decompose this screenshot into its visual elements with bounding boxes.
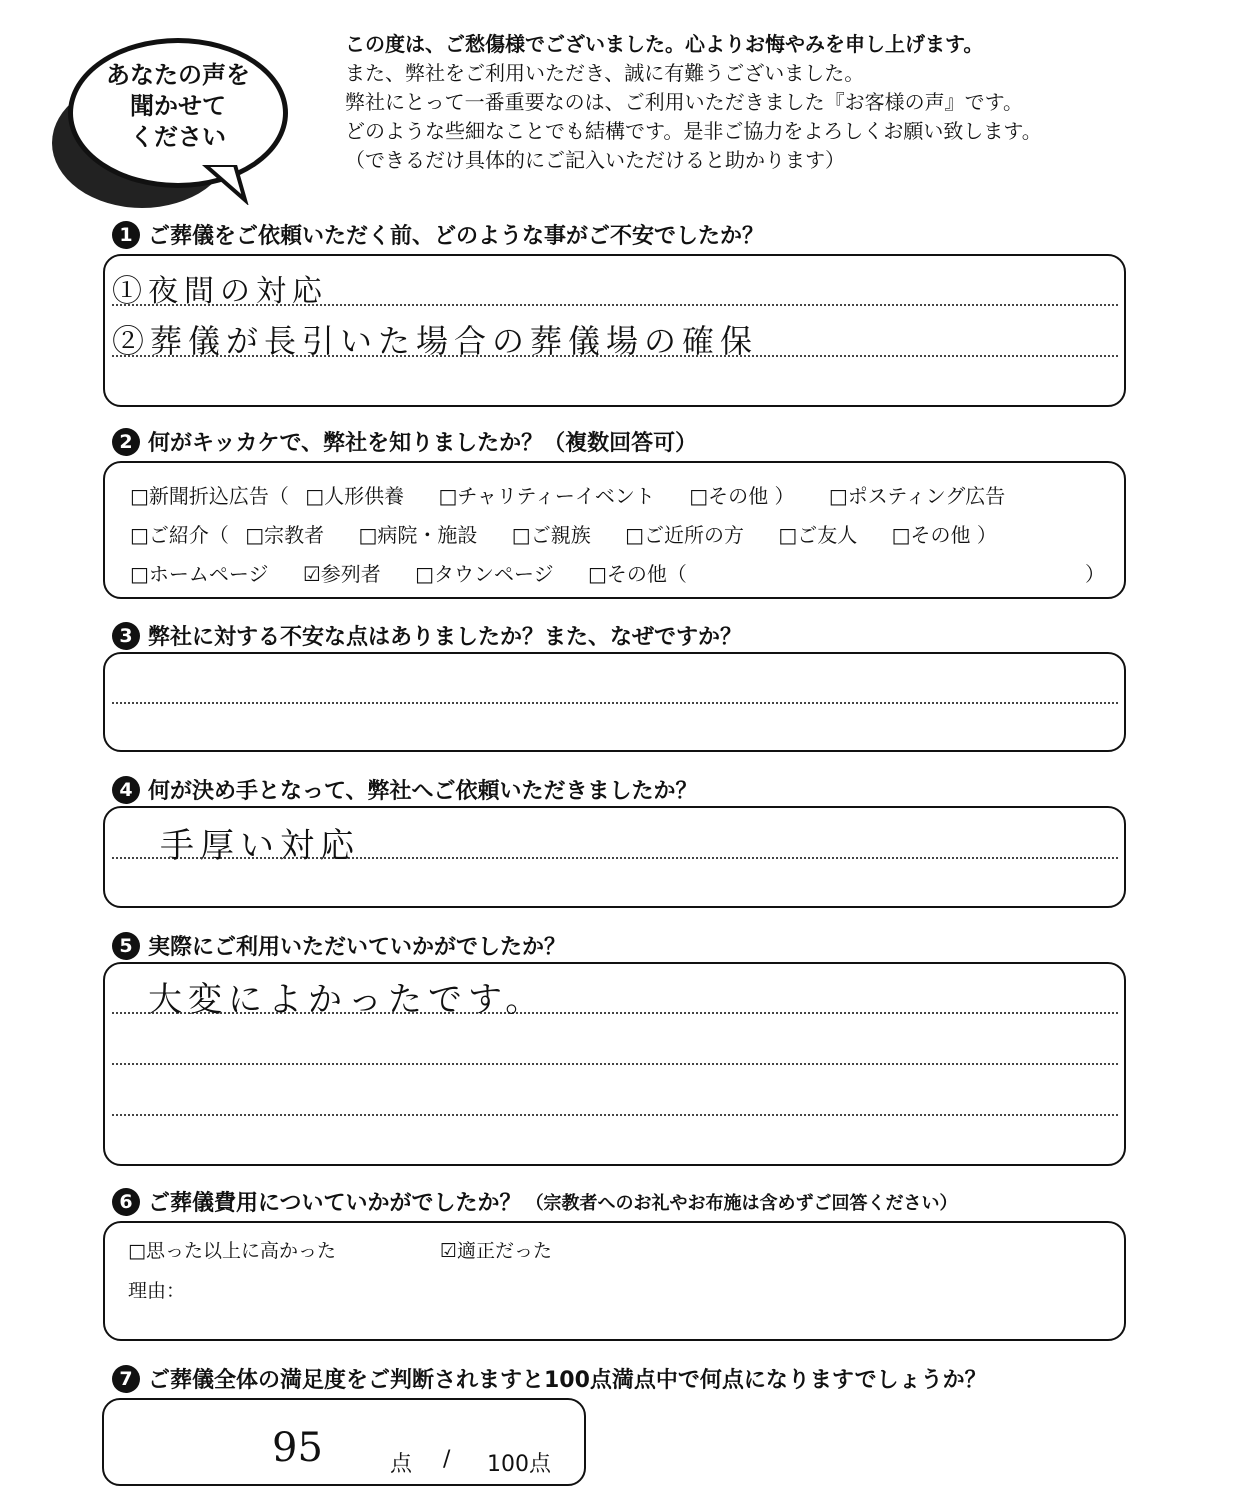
q3-heading	[112, 620, 742, 651]
intro-line-4: どのような些細なことでも結構です。是非ご協力をよろしくお願い致します。	[345, 119, 1042, 143]
q1-heading	[112, 219, 764, 250]
q5-line-2	[112, 1063, 1118, 1065]
bubble-line-3: ください	[130, 123, 226, 151]
q7-score-unit: 点	[390, 1452, 413, 1477]
q1-answer-1: ①夜間の対応	[112, 274, 328, 309]
q2-row-3	[130, 558, 1105, 587]
q5-heading	[112, 930, 566, 961]
q2-option-hospital[interactable]: □病院・施設	[358, 523, 478, 547]
intro-line-3: 弊社にとって一番重要なのは、ご利用いただきました『お客様の声』です。	[345, 90, 1023, 114]
q2-option-charity-event[interactable]: □チャリティーイベント	[438, 484, 655, 508]
q2-title: 何がキッカケで、弊社を知りましたか？（複数回答可）	[148, 431, 698, 456]
q2-option-attendee[interactable]: ☑参列者	[302, 562, 381, 586]
q2-option-referral[interactable]: □ご紹介（	[130, 523, 229, 547]
q2-option-neighbors[interactable]: □ご近所の方	[625, 523, 744, 547]
q2-option-friends[interactable]: □ご友人	[778, 523, 858, 547]
q3-line-1	[112, 702, 1118, 704]
q2-option-other-2[interactable]: □その他 ）	[891, 523, 997, 547]
q2-option-relatives[interactable]: □ご親族	[511, 523, 591, 547]
q7-heading	[112, 1363, 987, 1394]
q2-option-doll-memorial[interactable]: □人形供養	[305, 484, 405, 508]
q4-number: 4	[112, 776, 140, 804]
q5-number: 5	[112, 932, 140, 960]
intro-line-5: （できるだけ具体的にご記入いただけると助かります）	[345, 148, 845, 172]
q3-title: 弊社に対する不安な点はありましたか？また、なぜですか？	[148, 625, 743, 650]
q2-row-1	[130, 480, 1005, 509]
q6-heading	[112, 1186, 958, 1217]
intro-line-2: また、弊社をご利用いただき、誠に有難うございました。	[345, 61, 865, 85]
q6-option-too-expensive[interactable]: □思った以上に高かった	[128, 1240, 336, 1262]
q2-option-townpage[interactable]: □タウンページ	[415, 562, 554, 586]
q7-slash: /	[443, 1447, 451, 1472]
intro-text	[345, 30, 1042, 175]
q5-title: 実際にご利用いただいていかがでしたか？	[148, 935, 567, 960]
q6-reason-label: 理由：	[128, 1280, 186, 1302]
q3-number: 3	[112, 622, 140, 650]
q2-close-paren: ）	[1085, 562, 1105, 586]
q6-option-reasonable[interactable]: ☑適正だった	[440, 1240, 553, 1262]
q2-number: 2	[112, 428, 140, 456]
bubble-line-2: 聞かせて	[130, 92, 226, 120]
bubble-text	[68, 60, 288, 153]
q2-option-homepage[interactable]: □ホームページ	[130, 562, 269, 586]
q5-answer: 大変によかったです。	[148, 980, 546, 1020]
q4-heading	[112, 774, 698, 805]
bubble-tail-icon	[200, 165, 260, 205]
q2-option-religious[interactable]: □宗教者	[245, 523, 325, 547]
q7-number: 7	[112, 1365, 140, 1393]
q7-score-max: 100点	[487, 1452, 551, 1477]
q7-score-value: 95	[272, 1425, 323, 1471]
q5-line-3	[112, 1114, 1118, 1116]
q4-title: 何が決め手となって、弊社へご依頼いただきましたか？	[148, 779, 698, 804]
q2-option-other-1[interactable]: □その他 ）	[689, 484, 795, 508]
q1-answer-2: ②葬儀が長引いた場合の葬儀場の確保	[112, 322, 759, 360]
q2-option-posting-ad[interactable]: □ポスティング広告	[828, 484, 1006, 508]
q6-title: ご葬儀費用についていかがでしたか？	[148, 1191, 522, 1216]
q2-heading	[112, 426, 697, 457]
q2-option-newspaper[interactable]: □新聞折込広告（	[130, 484, 289, 508]
bubble-line-1: あなたの声を	[106, 61, 250, 89]
intro-line-1: この度は、ご愁傷様でございました。心よりお悔やみを申し上げます。	[345, 32, 984, 56]
q2-row-2	[130, 519, 997, 548]
q4-answer: 手厚い対応	[160, 826, 360, 866]
q1-title: ご葬儀をご依頼いただく前、どのような事がご不安でしたか？	[148, 224, 765, 249]
q7-title: ご葬儀全体の満足度をご判断されますと100点満点中で何点になりますでしょうか？	[148, 1368, 987, 1393]
q2-option-other-3[interactable]: □その他（	[588, 562, 687, 586]
q6-note: （宗教者へのお礼やお布施は含めずご回答ください）	[525, 1192, 958, 1214]
q6-number: 6	[112, 1188, 140, 1216]
q1-number: 1	[112, 221, 140, 249]
